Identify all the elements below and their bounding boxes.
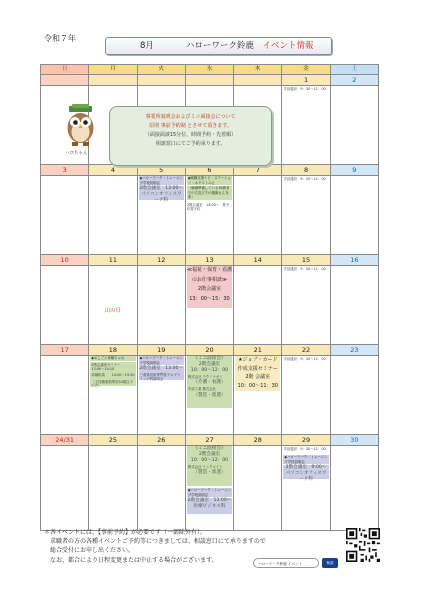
day-cell xyxy=(185,356,233,435)
era-label: 令和７年 xyxy=(44,34,76,43)
day-cell xyxy=(330,356,378,435)
week4-date-row xyxy=(41,345,379,356)
sign-language-note: 手話通訳：9：30〜11：00 xyxy=(283,177,326,181)
day-cell xyxy=(89,356,137,435)
date-cell: 27 xyxy=(185,435,233,446)
search-input[interactable]: ハローワーク鈴鹿 イベント xyxy=(253,558,319,568)
day-cell xyxy=(330,266,378,345)
date-cell: 8 xyxy=(282,165,330,176)
week5-body-row xyxy=(41,446,379,531)
date-cell: 29 xyxy=(282,435,330,446)
page-title-banner xyxy=(105,37,332,55)
training-school-event: ◆ハローワーク・トレーニング学校説明会 2階会議室 13:00〜 医療ビジネス科 xyxy=(187,488,232,514)
navi-station-event: ◆就職支援ナビ・ステーション・ネクストみえ （就職準備している35歳までの方及びその親御さん対象） xyxy=(187,176,231,199)
day-cell xyxy=(282,266,330,345)
date-cell xyxy=(234,75,282,86)
date-cell xyxy=(89,75,137,86)
date-cell: 4 xyxy=(89,165,137,176)
date-cell: 12 xyxy=(137,255,185,266)
footer-notes: ＊各イベントには、【事前予約】が必要です（一部除外有）。 求職者の方の各種イベントご予約等につきましては、相談窓口にて承りますので 総合受付にお申し出ください。 なお、都合により日程変更または中止する場合がございます。 xyxy=(44,529,266,564)
date-cell: 1 xyxy=(282,75,330,86)
date-cell: 20 xyxy=(185,345,233,356)
training-school-event: ◆ハローワーク・トレーニング学校説明会 2階会議室 13:00〜 三重県技術専門校プログラミング科説明会 xyxy=(139,356,184,382)
day-cell xyxy=(89,266,137,345)
mascot-name: ハロちゃん xyxy=(65,151,88,156)
day-cell xyxy=(185,266,233,345)
date-cell: 6 xyxy=(185,165,233,176)
weekday-sat: 土 xyxy=(330,65,378,75)
date-cell: 3 xyxy=(41,165,89,176)
weekday-fri: 金 xyxy=(282,65,330,75)
sign-language-note: 手話通訳：9：30〜11：00 xyxy=(283,447,326,451)
date-cell: 7 xyxy=(234,165,282,176)
day-cell xyxy=(41,266,89,345)
day-cell xyxy=(89,446,137,531)
week1-date-row xyxy=(41,75,379,86)
week3-date-row xyxy=(41,255,379,266)
day-cell xyxy=(234,266,282,345)
reservation-notice: 事業所説明会およびミニ面接会について 原則 事前予約制 とさせて頂きます。 （面接面談15分位、時間予約・先着順） 相談窓口にてご予約承ります。 xyxy=(109,106,272,166)
weekday-sun: 日 xyxy=(41,65,89,75)
day-cell xyxy=(282,356,330,435)
month-label: 8月 xyxy=(140,41,154,51)
date-cell: 26 xyxy=(137,435,185,446)
date-cell: 30 xyxy=(330,435,378,446)
date-cell: 10 xyxy=(41,255,89,266)
sign-language-note: 手話通訳：9：30〜11：00 xyxy=(283,357,326,361)
search-button[interactable]: 検索 xyxy=(322,558,338,568)
date-cell: 23 xyxy=(330,345,378,356)
day-cell xyxy=(41,176,89,255)
weekday-wed: 水 xyxy=(185,65,233,75)
day-cell xyxy=(234,176,282,255)
date-cell: 22 xyxy=(282,345,330,356)
mini-interview-event: 《ミニ面接会》 2階会議室 10：00〜12：00 株式会社 テクノナガミ （介護・看護） 中部工業 株式会社 （製造・派遣） xyxy=(187,356,232,408)
date-cell xyxy=(41,75,89,86)
date-cell: 28 xyxy=(234,435,282,446)
date-cell: 13 xyxy=(185,255,233,266)
weekday-thu: 木 xyxy=(234,65,282,75)
date-cell: 24/31 xyxy=(41,435,89,446)
date-cell xyxy=(185,75,233,86)
date-cell xyxy=(137,75,185,86)
date-cell: 9 xyxy=(330,165,378,176)
date-cell: 16 xyxy=(330,255,378,266)
day-cell xyxy=(330,176,378,255)
owl-mascot-icon xyxy=(63,104,98,150)
day-cell xyxy=(89,176,137,255)
day-cell xyxy=(41,356,89,435)
date-cell: 21 xyxy=(234,345,282,356)
day-cell xyxy=(41,446,89,531)
date-cell: 5 xyxy=(137,165,185,176)
date-cell: 2 xyxy=(330,75,378,86)
day-cell xyxy=(282,446,330,531)
week3-body-row xyxy=(41,266,379,345)
day-cell xyxy=(137,176,185,255)
date-cell: 25 xyxy=(89,435,137,446)
day-cell xyxy=(185,446,233,531)
date-cell: 17 xyxy=(41,345,89,356)
week5-date-row xyxy=(41,435,379,446)
sign-language-note: 手話通訳：9：30〜11：00 xyxy=(283,87,326,91)
day-cell xyxy=(282,176,330,255)
weekday-mon: 月 xyxy=(89,65,137,75)
day-cell xyxy=(137,356,185,435)
date-cell: 18 xyxy=(89,345,137,356)
date-cell: 19 xyxy=(137,345,185,356)
holiday-label: 山の日 xyxy=(104,308,122,314)
day-cell xyxy=(137,266,185,345)
training-school-event: ◆ハローワーク・トレーニング学校説明会 2階会議室 9:00〜 パソコンオフィスワーク科 xyxy=(284,455,328,482)
job-card-seminar-event: ★ジョブ・カード 作成支援セミナー 2階 会議室 10：00〜11：30 xyxy=(235,356,280,391)
qr-code-icon xyxy=(346,528,380,562)
date-cell: 14 xyxy=(234,255,282,266)
week4-body-row xyxy=(41,356,379,435)
sign-language-note: 手話通訳：9：30〜11：00 xyxy=(283,267,326,271)
training-school-event: ◆ハローワーク・トレーニング学校説明会 2階会議室 13:00〜 パソコンオフィスワーク科 xyxy=(139,176,184,203)
day-cell xyxy=(330,446,378,531)
office-title: ハローワーク鈴鹿 イベント情報 xyxy=(186,41,314,51)
mini-interview-event: 《ミニ面接会》 2階会議室 10：00〜12：00 株式会社 リンクエイト （製造・派遣） xyxy=(187,446,232,486)
day-cell xyxy=(185,176,233,255)
day-cell xyxy=(330,86,378,165)
date-cell: 15 xyxy=(282,255,330,266)
day-cell xyxy=(282,86,330,165)
weekday-tue: 火 xyxy=(137,65,185,75)
weekday-header-row xyxy=(41,65,379,75)
welfare-consultation-event: ≪福祉・保育・看護 のお仕事相談≫ 2階会議室 13：00〜15：30 xyxy=(187,266,232,308)
work-experience-event: ◆おしごと体験ちゃれ 2階会議室セミナー 13:00〜14:10 求職相談 14:20〜15:30 （主任職業指導官34歳以下の方） xyxy=(91,356,135,389)
week2-body-row xyxy=(41,176,379,255)
date-cell: 11 xyxy=(89,255,137,266)
day-cell xyxy=(234,446,282,531)
week2-date-row xyxy=(41,165,379,176)
day-cell xyxy=(137,446,185,531)
day-cell xyxy=(234,356,282,435)
navi-station-time: 2階会議室 13:00〜 要予約要予約 xyxy=(186,203,230,212)
